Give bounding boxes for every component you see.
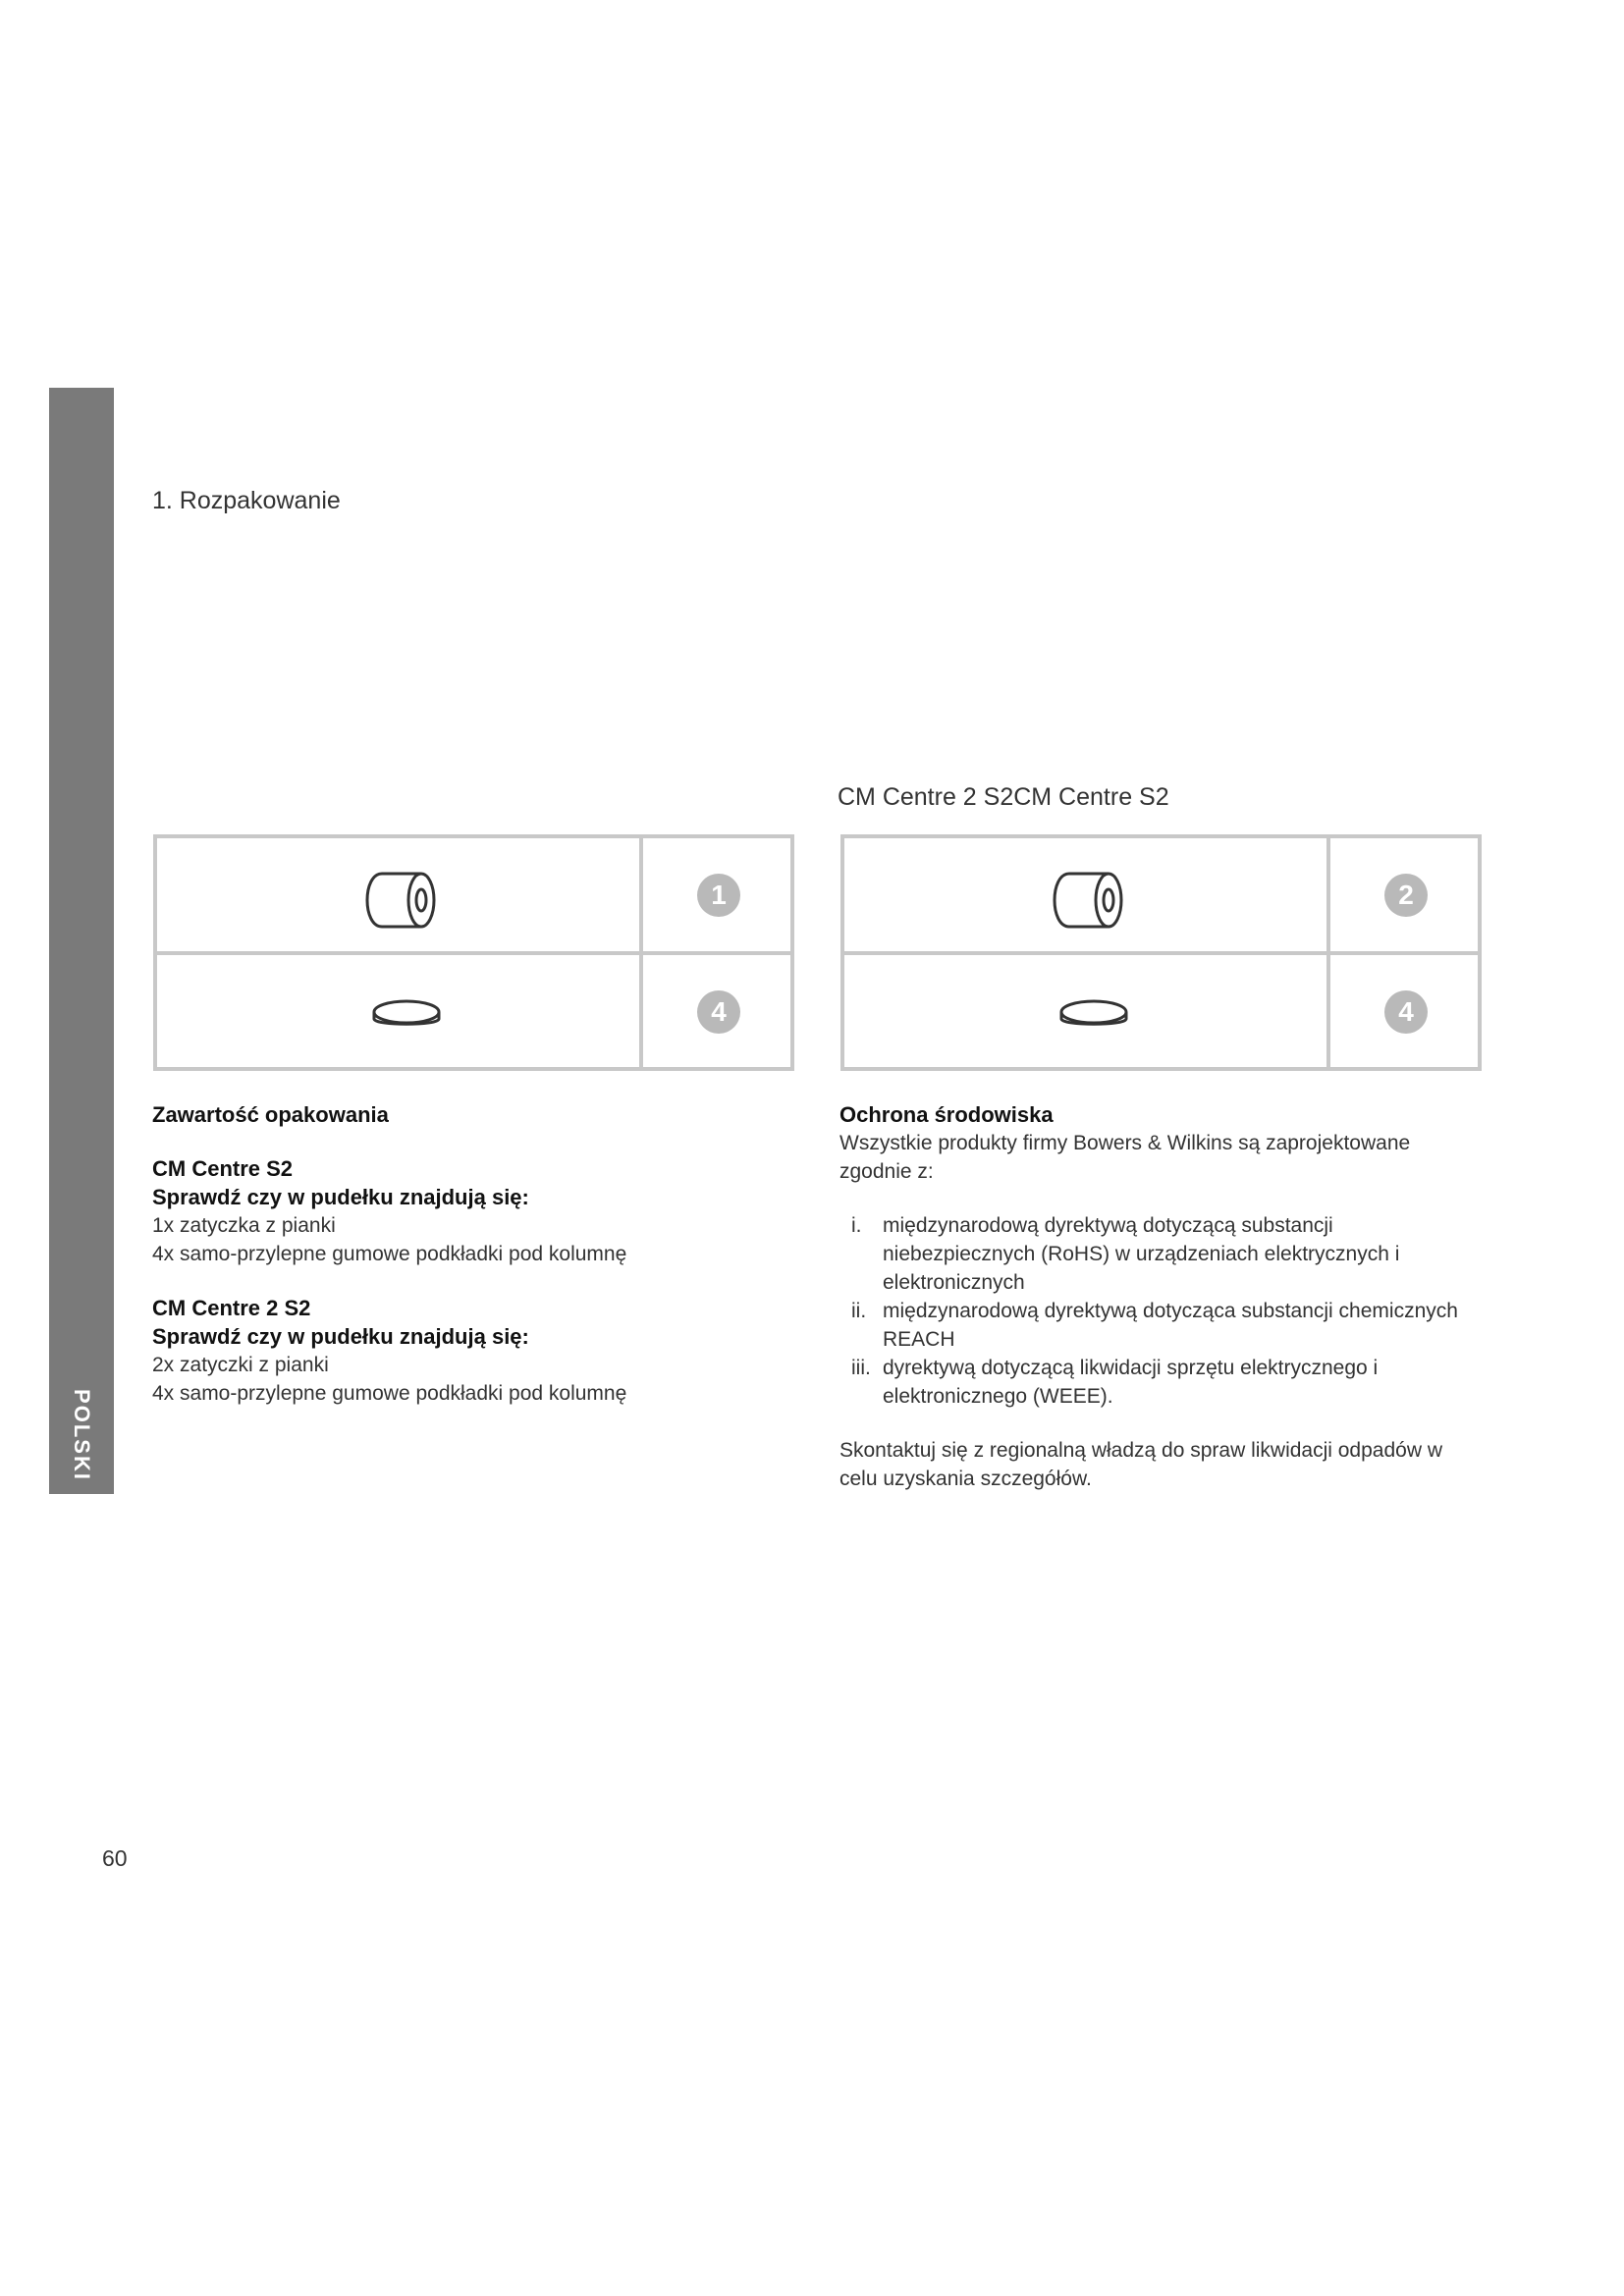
list-item-text: międzynarodową dyrektywą dotycząca substancji chemicznych REACH bbox=[883, 1300, 1458, 1351]
list-item-number: iii. bbox=[851, 1357, 871, 1379]
rubber-foot-pad-icon bbox=[1057, 995, 1130, 1035]
model-caption: CM Centre 2 S2CM Centre S2 bbox=[838, 783, 1169, 811]
model1-item: 4x samo-przylepne gumowe podkładki pod kolumnę bbox=[152, 1243, 627, 1265]
model2-check-text: Sprawdź czy w pudełku znajdują się: bbox=[152, 1324, 529, 1349]
item-number-badge: 2 bbox=[1384, 874, 1428, 917]
carton-contents-section bbox=[152, 1100, 790, 1408]
environment-footer: Skontaktuj się z regionalną władzą do spraw likwidacji odpadów w celu uzyskania szczegółów. bbox=[839, 1439, 1442, 1490]
parts-table-right bbox=[840, 834, 1482, 1071]
parts-table-left bbox=[153, 834, 794, 1071]
environment-heading: Ochrona środowiska bbox=[839, 1102, 1054, 1127]
rubber-foot-pad-icon bbox=[370, 995, 443, 1035]
list-item-text: dyrektywą dotyczącą likwidacji sprzętu elektrycznego i elektronicznego (WEEE). bbox=[883, 1357, 1379, 1408]
model2-item: 4x samo-przylepne gumowe podkładki pod kolumnę bbox=[152, 1382, 627, 1405]
table-divider bbox=[157, 951, 790, 955]
model1-item: 1x zatyczka z pianki bbox=[152, 1214, 336, 1237]
foam-bung-icon bbox=[358, 868, 447, 933]
page-number: 60 bbox=[102, 1845, 128, 1871]
list-item bbox=[839, 1354, 1478, 1411]
list-item-number: i. bbox=[851, 1214, 862, 1237]
model2-name: CM Centre 2 S2 bbox=[152, 1296, 311, 1320]
list-item-text: międzynarodową dyrektywą dotyczącą substancji niebezpiecznych (RoHS) w urządzeniach elektrycznych i elektronicznych bbox=[883, 1214, 1400, 1294]
contents-heading: Zawartość opakowania bbox=[152, 1102, 389, 1127]
item-number-badge: 4 bbox=[1384, 990, 1428, 1034]
language-label: POLSKI bbox=[70, 1389, 94, 1481]
model2-item: 2x zatyczki z pianki bbox=[152, 1354, 329, 1376]
list-item bbox=[839, 1297, 1478, 1354]
foam-bung-icon bbox=[1046, 868, 1134, 933]
section-title: 1. Rozpakowanie bbox=[152, 487, 341, 514]
list-item bbox=[839, 1211, 1478, 1297]
list-item-number: ii. bbox=[851, 1300, 867, 1322]
item-number-badge: 1 bbox=[697, 874, 740, 917]
model1-check-text: Sprawdź czy w pudełku znajdują się: bbox=[152, 1185, 529, 1209]
environment-section bbox=[839, 1100, 1478, 1493]
model1-name: CM Centre S2 bbox=[152, 1156, 294, 1181]
table-divider bbox=[844, 951, 1478, 955]
environment-intro: Wszystkie produkty firmy Bowers & Wilkins są zaprojektowane zgodnie z: bbox=[839, 1132, 1411, 1183]
item-number-badge: 4 bbox=[697, 990, 740, 1034]
language-side-tab bbox=[49, 388, 114, 1494]
